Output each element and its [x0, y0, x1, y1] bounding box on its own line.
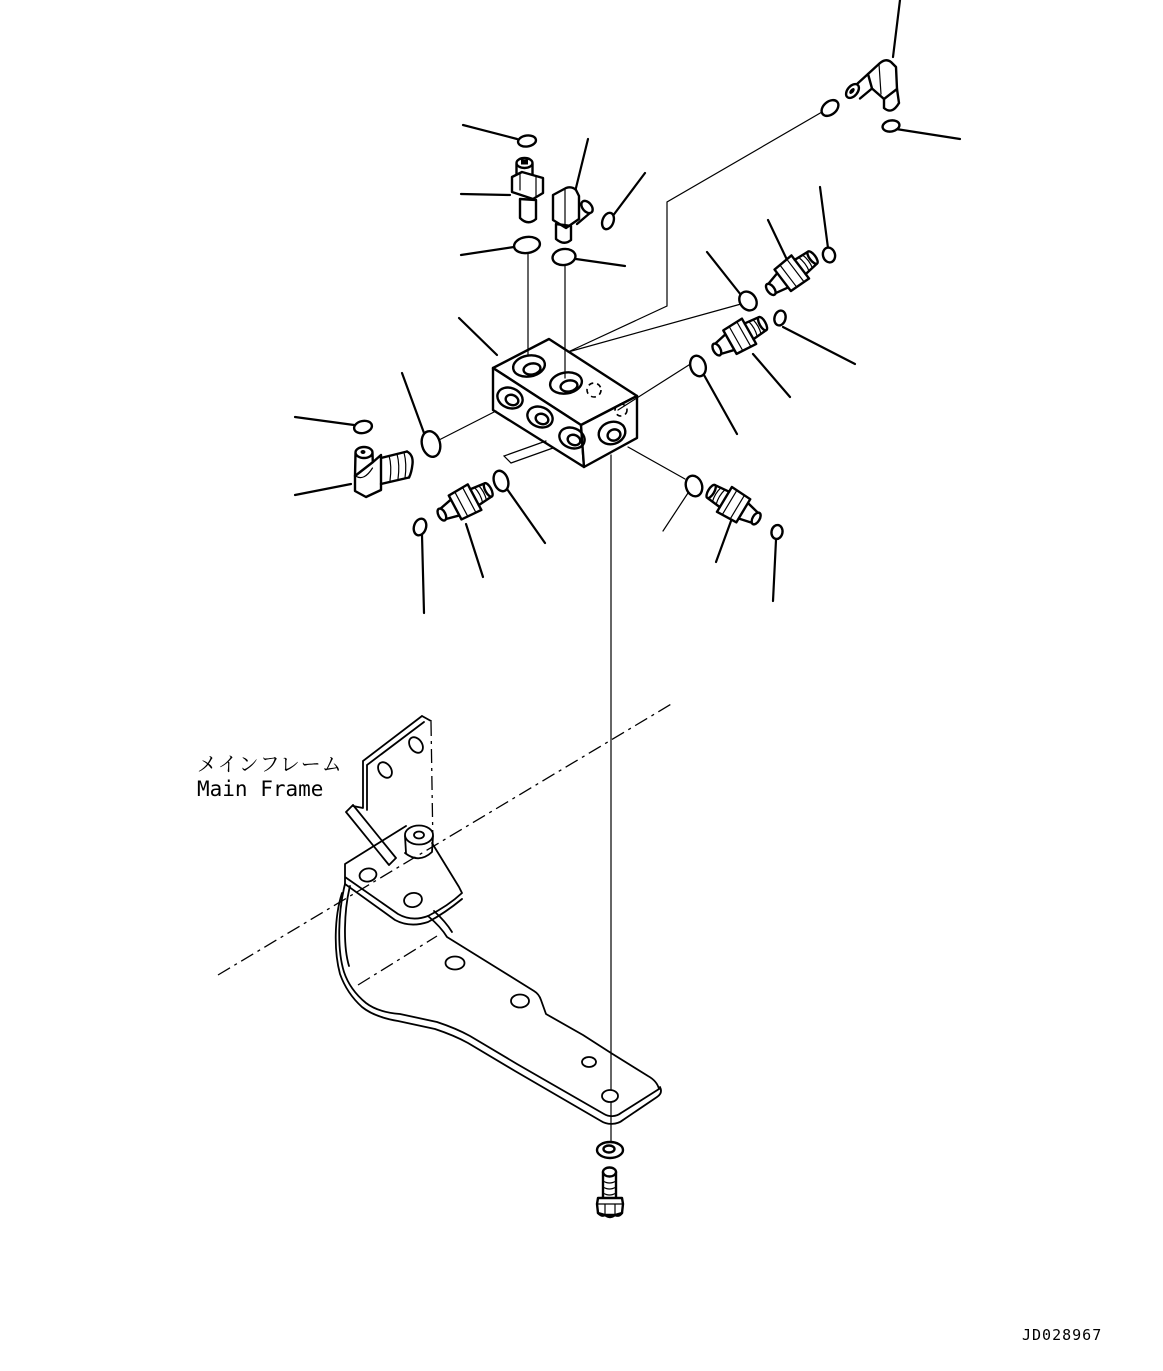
bracket-base-plate	[428, 916, 659, 1089]
leader-line	[783, 327, 855, 364]
main-frame-label-english: Main Frame	[197, 777, 324, 801]
leader-line	[576, 259, 625, 266]
bracket-base-thickness	[336, 886, 661, 1124]
leader-line	[896, 129, 960, 139]
leader-line	[753, 354, 790, 397]
leader-line	[459, 318, 497, 355]
bracket-flange	[345, 826, 462, 925]
straight-fitting-left-lower	[432, 476, 498, 529]
leader-line	[618, 363, 692, 410]
bracket-hole	[406, 735, 426, 756]
main-frame-bracket	[336, 716, 661, 1124]
o-ring	[513, 235, 541, 254]
bracket-boss	[405, 826, 433, 859]
leader-line	[612, 173, 645, 217]
leader-line	[704, 375, 737, 434]
straight-fitting-right-upper	[759, 244, 824, 303]
bracket-base-hole	[446, 957, 465, 970]
o-rings	[353, 97, 900, 540]
o-ring	[412, 517, 429, 537]
main-frame-label-japanese: メインフレーム	[197, 752, 343, 776]
bracket-base-hole	[511, 995, 529, 1008]
leader-line	[461, 247, 514, 255]
bracket-gusset	[346, 805, 396, 865]
o-ring	[551, 247, 576, 266]
o-ring	[773, 309, 788, 326]
leader-line	[461, 194, 510, 195]
bracket-flange-hole	[403, 891, 424, 908]
leader-line	[402, 373, 424, 433]
leader-line	[893, 0, 900, 57]
leader-lines	[295, 0, 960, 1142]
leader-line	[507, 489, 545, 543]
o-ring	[517, 134, 536, 147]
leader-line	[628, 447, 685, 479]
leader-line	[663, 493, 688, 531]
leader-line	[574, 139, 588, 196]
o-ring	[821, 246, 836, 264]
leader-line	[707, 252, 741, 295]
o-ring	[770, 524, 783, 540]
leader-line	[295, 484, 351, 495]
straight-fitting-right-lower	[701, 477, 767, 532]
bracket-upright-plate	[353, 716, 431, 810]
o-ring	[600, 211, 616, 231]
bracket-base-hole	[582, 1057, 596, 1067]
bracket-bolt-hole	[602, 1090, 618, 1102]
leader-line	[716, 521, 731, 562]
straight-fitting-top	[512, 158, 543, 222]
o-ring	[491, 469, 511, 493]
elbow-fitting-top-center	[553, 187, 595, 242]
leader-line	[295, 417, 354, 425]
bolt	[597, 1168, 623, 1218]
drawing-number: JD028967	[1022, 1326, 1103, 1344]
o-ring	[688, 354, 709, 379]
centerline-short	[358, 936, 437, 985]
leader-line	[439, 411, 496, 440]
leader-line	[820, 187, 828, 248]
bracket-hole	[375, 760, 395, 781]
o-ring	[882, 119, 901, 133]
o-ring	[819, 97, 842, 119]
leader-line	[466, 524, 483, 577]
leader-line	[422, 535, 424, 613]
leader-line	[773, 540, 776, 601]
elbow-fitting-top-right	[844, 60, 899, 110]
o-ring	[419, 429, 443, 459]
elbow-fitting-left	[355, 447, 413, 497]
washer	[597, 1142, 623, 1158]
o-ring	[353, 419, 373, 434]
leader-line	[463, 125, 517, 139]
straight-fitting-right-middle	[707, 310, 773, 364]
leader-line	[768, 220, 789, 264]
